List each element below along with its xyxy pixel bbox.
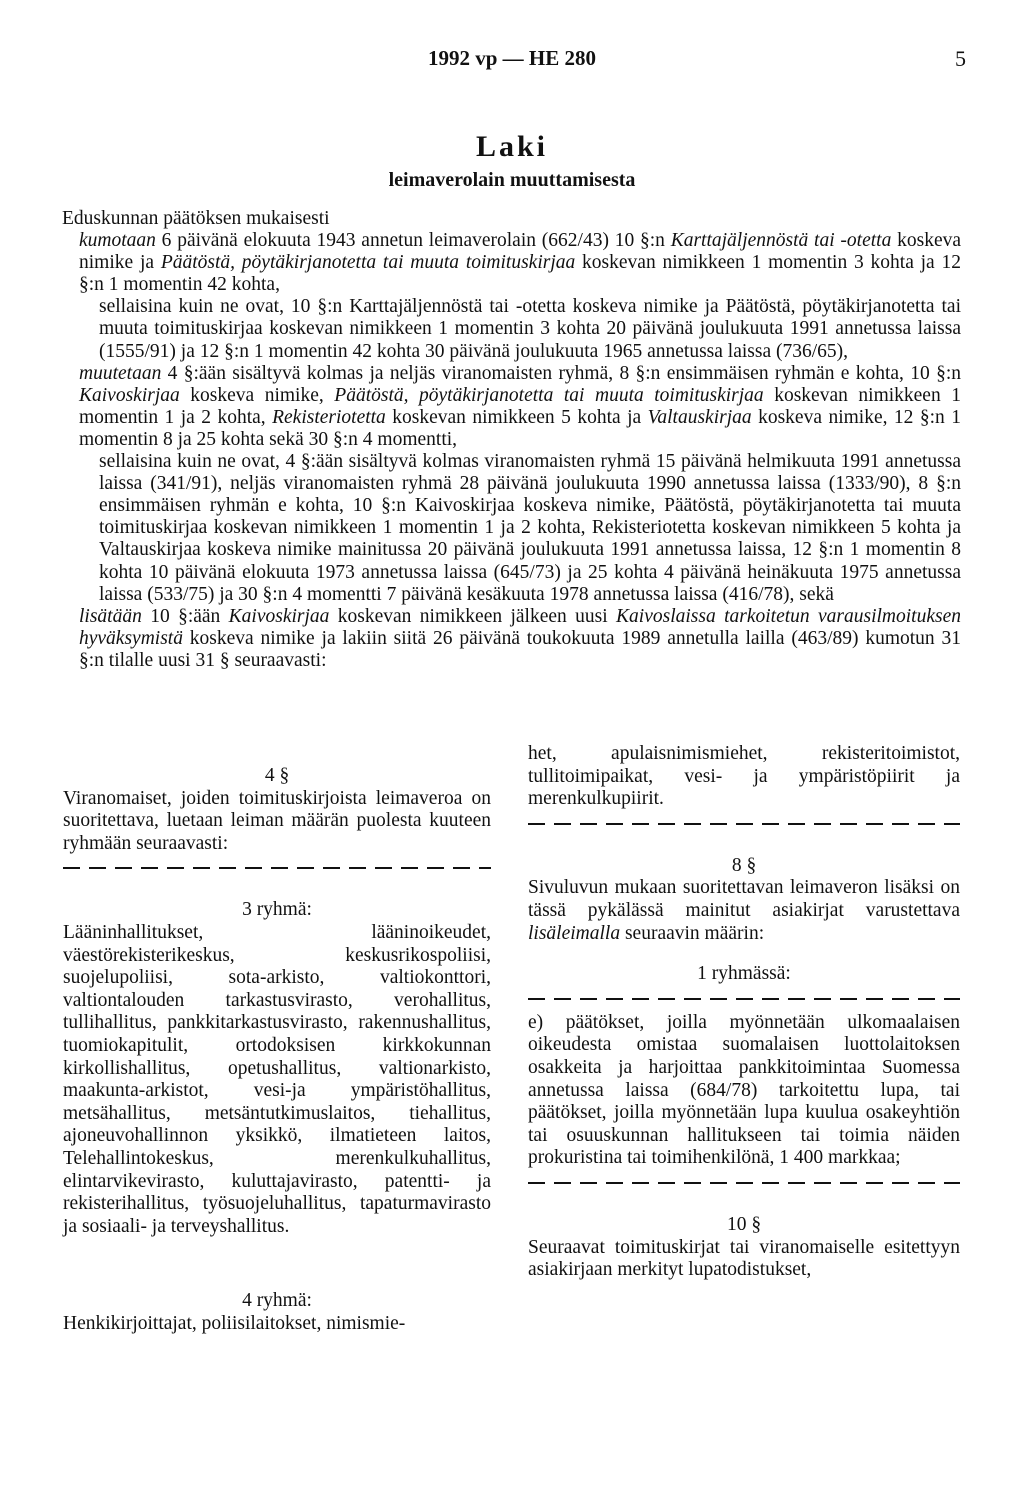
law-title: Laki	[475, 130, 549, 163]
omission-dashes	[528, 998, 960, 1000]
lisataan-keyword: lisätään	[79, 605, 142, 627]
section-10-text: Seuraavat toimituskirjat tai viranomaiselle esitettyyn asiakirjaan merkityt lupatodistukset,	[528, 1236, 960, 1281]
kumotaan-keyword: kumotaan	[79, 230, 156, 252]
group-3-text: Lääninhallitukset, lääninoikeudet, väestörekisterikeskus, keskusrikospoliisi, suojelupoliisi, sota-arkisto, valtiokonttori, valtiontalouden tarkastusvirasto, verohallitus, tullihallitus, pankkitarkastusvirasto, rakennushallitus, tuomiokapitulit, ortodoksisen kirkkokunnan kirkollishallitus, opetushallitus, valtionarkisto, maakunta-arkistot, vesi-ja ympäristöhallitus, metsähallitus, metsäntutkimuslaitos, tiehallitus, ajoneuvohallinnon yksikkö, ilmatieteen laitos, Telehallintokeskus, merenkulkuhallitus, elintarvikevirasto, kuluttajavirasto, patentti- ja rekisterihallitus, työsuojeluhallitus, tapaturmavirasto ja sosiaali- ja terveyshallitus.	[63, 921, 491, 1237]
section-8-italic: lisäleimalla	[528, 922, 621, 944]
lisataan-italic-2: Kaivoslaissa tarkoitetun varausilmoituksen hyväksymistä	[79, 605, 961, 649]
item-e-text: e) päätökset, joilla myönnetään ulkomaalaisen oikeudesta omistaa suomalaisen luottolaitoksen osakkeita ja harjoittaa pankkitoimintaa Suomessa annetussa laissa (684/78) tarkoitettu lupa, tai päätökset, joilla myönnetään lupa kuulua osakeyhtiön tai osuuskunnan hallitukseen tai toimia näiden prokuristina tai toimihenkilönä, 1 400 markkaa;	[528, 1011, 960, 1169]
section-8-text-1: Sivuluvun mukaan suoritettavan leimaveron lisäksi on tässä pykälässä mainitut asiakirjat varustettava	[528, 877, 960, 921]
section-4-text: Viranomaiset, joiden toimituskirjoista leimaveroa on suoritettava, luetaan leiman määrän puolesta kuuteen ryhmään seuraavasti:	[63, 787, 491, 854]
sellaisina-paragraph-1: sellaisina kuin ne ovat, 10 §:n Karttajäljennöstä tai -otetta koskeva nimike ja Päätöstä, pöytäkirjanotetta tai muuta toimituskirjaa koskevan nimikkeen 1 momentin 3 kohta 20 päivänä joulukuuta 1991 annetussa laissa (1555/91) ja 12 §:n 1 momentin 42 kohta 30 päivänä joulukuuta 1965 annetussa laissa (736/65),	[99, 296, 961, 362]
sellaisina-paragraph-2: sellaisina kuin ne ovat, 4 §:ään sisältyvä kolmas viranomaisten ryhmä 15 päivänä helmikuuta 1991 annetussa laissa (341/91), neljäs viranomaisten ryhmä 28 päivänä joulukuuta 1990 annetussa laissa (1333/90), 8 §:n ensimmäisen ryhmän e kohta, 10 §:n Kaivoskirjaa koskeva nimike, Päätöstä, pöytäkirjanotetta tai muuta toimituskirjaa koskevan nimikkeen 1 momentin 1 ja 2 kohta, Rekisteriotetta koskevan nimikkeen 5 kohta ja Valtauskirjaa koskeva nimike mainitussa 20 päivänä joulukuuta 1991 annetussa laissa, 12 §:n 1 momentin 8 kohta 10 päivänä elokuuta 1973 annetussa laissa (645/73) ja 25 kohta 4 päivänä heinäkuuta 1975 annetussa laissa (533/75) ja 30 §:n 4 momentti 7 päivänä kesäkuuta 1978 annetussa laissa (416/78), sekä	[99, 451, 961, 605]
running-title: 1992 vp — HE 280	[427, 46, 597, 70]
lisataan-paragraph	[79, 606, 961, 672]
lisataan-text-2: koskevan nimikkeen jälkeen uusi	[329, 605, 617, 627]
muutetaan-text-5: koskeva nimike, 12 §:n 1 momentin 8 ja 25 kohta sekä 30 §:n 4 momentti,	[79, 406, 961, 450]
kumotaan-paragraph	[79, 230, 961, 296]
omission-dashes	[528, 823, 960, 825]
left-column	[63, 765, 491, 1335]
law-subtitle: leimaverolain muuttamisesta	[388, 169, 636, 191]
muutetaan-keyword: muutetaan	[79, 362, 162, 384]
section-8-text-2: seuraavin määrin:	[620, 922, 765, 944]
muutetaan-text-4: koskevan nimikkeen 5 kohta ja	[385, 406, 648, 428]
group-4-continuation: het, apulaisnimismiehet, rekisteritoimistot, tullitoimipaikat, vesi- ja ympäristöpiirit ja merenkulkupiirit.	[528, 743, 960, 810]
page-header	[0, 46, 1024, 76]
muutetaan-italic-4: Valtauskirjaa	[647, 406, 752, 428]
muutetaan-text-1: 4 §:ään sisältyvä kolmas ja neljäs viranomaisten ryhmä, 8 §:n ensimmäisen ryhmän e kohta, 10 §:n	[161, 362, 961, 384]
kumotaan-text-2: koskeva nimike ja	[79, 230, 962, 274]
section-8-text	[528, 877, 960, 945]
group-4-text: Henkikirjoittajat, poliisilaitokset, nimismie-	[63, 1312, 406, 1334]
lisataan-italic-1: Kaivoskirjaa	[228, 605, 330, 627]
omission-dashes	[528, 1182, 960, 1184]
muutetaan-italic-1: Kaivoskirjaa	[79, 384, 180, 406]
intro-text: Eduskunnan päätöksen mukaisesti	[62, 208, 330, 229]
muutetaan-italic-3: Rekisteriotetta	[272, 406, 386, 428]
group-3-heading: 3 ryhmä:	[242, 899, 312, 921]
lisataan-text-3: koskeva nimike ja lakiin siitä 26 päivänä toukokuuta 1989 annetulla lailla (463/89) kumotun 31 §:n tilalle uusi 31 § seuraavasti:	[79, 627, 961, 671]
section-10-heading: 10 §	[726, 1213, 762, 1235]
muutetaan-text-3: koskevan nimikkeen 1 momentin 1 ja 2 kohta,	[79, 384, 961, 428]
omission-dashes	[63, 867, 491, 869]
kumotaan-italic-2: Päätöstä, pöytäkirjanotetta tai muuta toimituskirjaa	[160, 252, 576, 274]
right-column	[528, 743, 960, 1282]
group-4-heading: 4 ryhmä:	[242, 1290, 312, 1312]
page-number: 5	[955, 46, 966, 71]
muutetaan-paragraph	[79, 363, 961, 451]
group-1-heading: 1 ryhmässä:	[697, 963, 791, 985]
kumotaan-italic-1: Karttajäljennöstä tai -otetta	[670, 230, 892, 252]
muutetaan-text-2: koskeva nimike,	[179, 384, 335, 406]
enacting-clause	[62, 208, 962, 672]
kumotaan-text-3: koskevan nimikkeen 1 momentin 3 kohta ja 12 §:n 1 momentin 42 kohta,	[79, 252, 961, 296]
lisataan-text-1: 10 §:ään	[141, 605, 229, 627]
section-4-heading: 4 §	[264, 765, 290, 786]
kumotaan-text-1: 6 päivänä elokuuta 1943 annetun leimaverolain (662/43) 10 §:n	[155, 230, 671, 252]
intro-line	[62, 208, 961, 230]
muutetaan-italic-2: Päätöstä, pöytäkirjanotetta tai muuta toimituskirjaa	[334, 384, 764, 406]
section-8-heading: 8 §	[731, 854, 757, 876]
